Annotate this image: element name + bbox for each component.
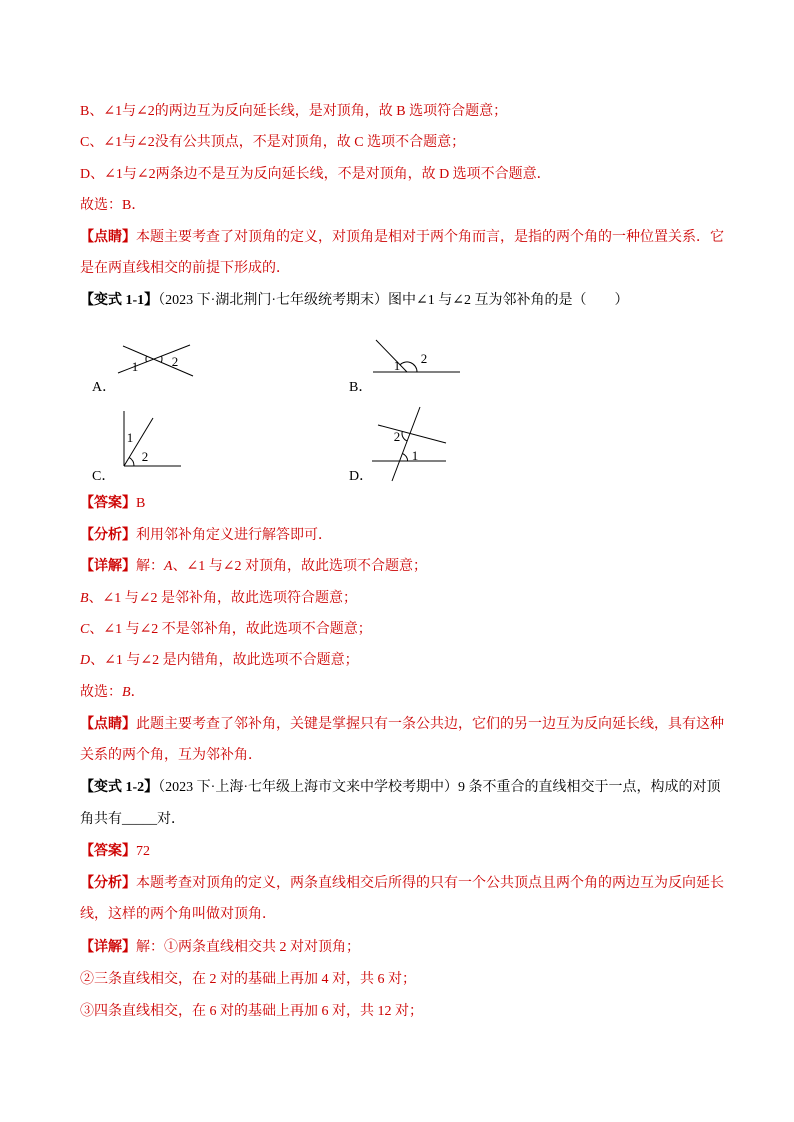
question-text: （2023 下·湖北荆门·七年级统考期末）图中∠1 与∠2 互为邻补角的是（ ）	[158, 293, 629, 308]
answer-text: B	[136, 496, 146, 511]
v11-detail-a	[80, 557, 427, 577]
v12-detail-line-3: ③四条直线相交，在 6 对的基础上再加 6 对，共 12 对；	[80, 1004, 423, 1019]
note-text: 此题主要考查了邻补角，关键是掌握只有一条公共边，它们的另一边互为反向延长线，具有这种	[136, 717, 724, 732]
option-a-label: A．	[92, 380, 117, 395]
detail-text: 、∠1 与∠2 是邻补角，故此选项符合题意；	[88, 591, 358, 606]
figure-b-slant-line	[376, 340, 407, 372]
v11-detail-c	[80, 620, 372, 640]
figure-d-angle-2-label: 2	[393, 429, 401, 444]
answer-tag: 【答案】	[80, 496, 136, 511]
option-figures	[100, 320, 460, 490]
figure-a	[118, 345, 193, 376]
question-text: （2023 下·上海·七年级上海市文来中学校考期中）9 条不重合的直线相交于一点，构成的对顶	[158, 780, 721, 795]
v11-note-line-1	[80, 715, 724, 735]
analysis-tag: 【分析】	[80, 876, 136, 891]
option-d-label: D．	[349, 469, 374, 484]
figure-d	[372, 407, 446, 481]
note-text: 本题主要考查了对顶角的定义，对顶角是相对于两个角而言，是指的两个角的一种位置关系．它	[136, 230, 724, 245]
variant-1-1-question	[80, 291, 628, 311]
v12-answer	[80, 842, 150, 862]
v11-detail-d	[80, 651, 359, 671]
detail-text: 、∠1 与∠2 是内错角，故此选项不合题意；	[90, 653, 359, 668]
note-tag: 【点睛】	[80, 230, 136, 245]
detail-letter: C	[80, 622, 90, 637]
v12-detail-line-1	[80, 938, 360, 958]
prev-note-line-1	[80, 228, 724, 248]
figure-c	[124, 411, 181, 466]
variant-1-2-question-line-1	[80, 778, 721, 798]
v11-answer	[80, 494, 145, 514]
answer-tag: 【答案】	[80, 844, 136, 859]
conclusion-letter: B	[122, 685, 131, 700]
detail-text: 解：①两条直线相交共 2 对对顶角；	[136, 940, 360, 955]
answer-text: 72	[136, 844, 150, 859]
prev-conclusion: 故选：B．	[80, 198, 146, 213]
option-c-label: C．	[92, 469, 116, 484]
figure-a-line-2	[118, 345, 190, 373]
figure-a-angle-1-label: 1	[131, 359, 139, 374]
v12-analysis-line-1	[80, 874, 724, 894]
detail-tag: 【详解】	[80, 940, 136, 955]
prev-note-line-2: 是在两直线相交的前提下形成的．	[80, 261, 290, 276]
figure-b-angle-1-label: 1	[393, 358, 401, 373]
figure-c-angle-2-label: 2	[141, 449, 149, 464]
v11-conclusion	[80, 683, 145, 703]
analysis-tag: 【分析】	[80, 528, 136, 543]
v11-detail-b	[80, 589, 357, 609]
v12-detail-line-2: ②三条直线相交，在 2 对的基础上再加 4 对，共 6 对；	[80, 972, 416, 987]
option-d-explanation: D、∠1与∠2两条边不是互为反向延长线，不是对顶角，故 D 选项不合题意．	[80, 167, 551, 182]
figure-c-angle-1-label: 1	[126, 430, 134, 445]
v11-note-line-2: 关系的两个角，互为邻补角．	[80, 748, 262, 763]
detail-text: 、∠1 与∠2 对顶角，故此选项不合题意；	[172, 559, 428, 574]
v11-analysis	[80, 526, 332, 546]
analysis-text: 利用邻补角定义进行解答即可．	[136, 528, 332, 543]
figure-c-angle-2-arc	[129, 457, 134, 466]
figure-d-transversal	[392, 407, 420, 481]
variant-tag: 【变式 1-2】	[80, 780, 159, 795]
analysis-text: 本题考查对顶角的定义，两条直线相交后所得的只有一个公共顶点且两个角的两边互为反向延长	[136, 876, 724, 891]
figure-a-angle-2-label: 2	[171, 354, 179, 369]
v12-analysis-line-2: 线，这样的两个角叫做对顶角．	[80, 907, 276, 922]
option-b-label: B．	[349, 380, 373, 395]
detail-intro: 解：	[136, 559, 164, 574]
detail-letter: D	[80, 653, 91, 668]
option-c-explanation: C、∠1与∠2没有公共顶点，不是对顶角，故 C 选项不合题意；	[80, 135, 466, 150]
conclusion-suffix: ．	[130, 685, 145, 700]
figure-b	[373, 340, 460, 373]
figure-d-angle-1-label: 1	[411, 448, 419, 463]
detail-text: 、∠1 与∠2 不是邻补角，故此选项不合题意；	[89, 622, 372, 637]
conclusion-prefix: 故选：	[80, 685, 122, 700]
figure-a-angle-2-arc	[161, 356, 162, 362]
detail-letter: B	[80, 591, 89, 606]
variant-tag: 【变式 1-1】	[80, 293, 159, 308]
figure-b-angle-2-label: 2	[420, 351, 428, 366]
option-b-explanation: B、∠1与∠2的两边互为反向延长线，是对顶角，故 B 选项符合题意；	[80, 104, 508, 119]
note-tag: 【点睛】	[80, 717, 136, 732]
detail-letter: A	[164, 559, 173, 574]
detail-tag: 【详解】	[80, 559, 136, 574]
figure-d-angle-1-arc	[402, 454, 407, 462]
variant-1-2-question-line-2: 角共有_____对．	[80, 812, 185, 827]
figure-a-angle-1-arc	[146, 356, 147, 362]
